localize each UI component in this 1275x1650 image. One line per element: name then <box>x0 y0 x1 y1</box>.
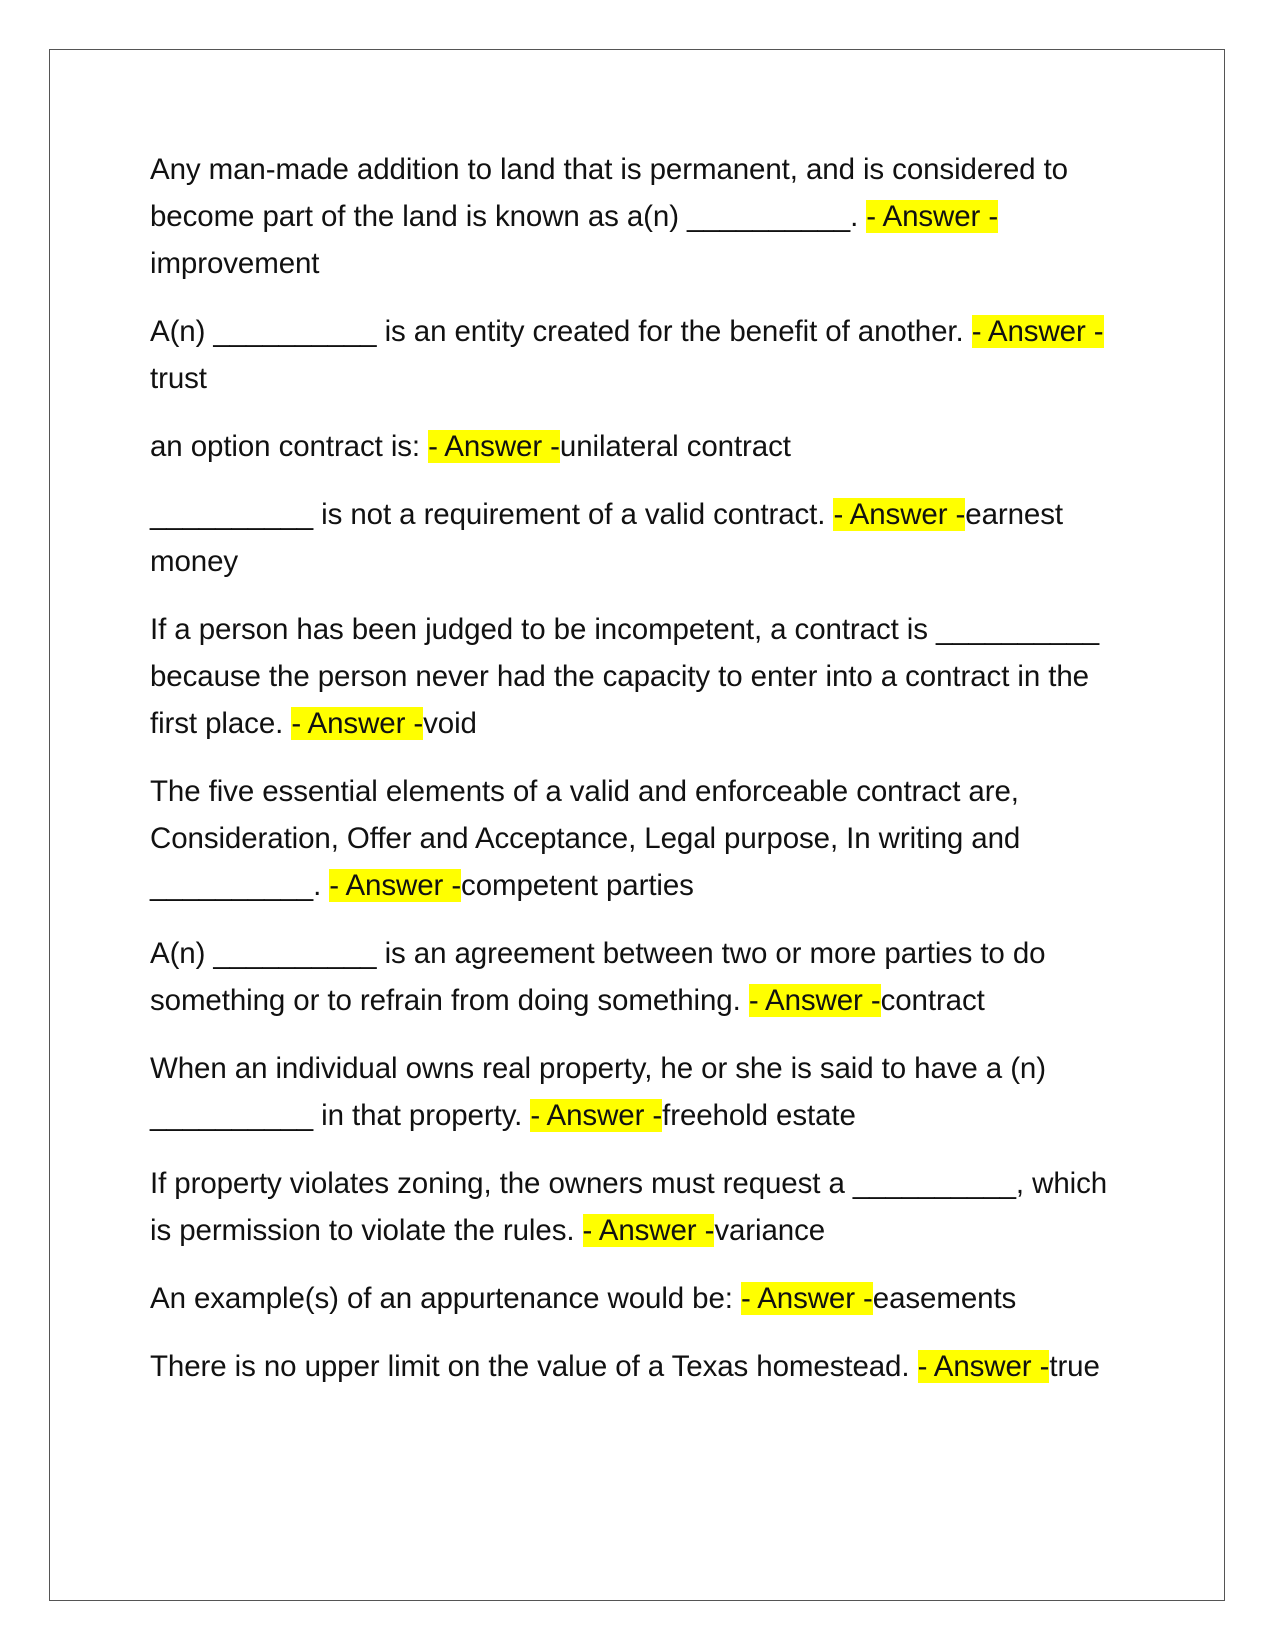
answer-text: freehold estate <box>662 1099 856 1132</box>
qa-item-3 <box>150 423 1135 470</box>
answer-text: unilateral contract <box>559 430 791 463</box>
answer-marker: - Answer - <box>866 200 999 233</box>
question-text: There is no upper limit on the value of a Texas homestead. <box>150 1350 918 1383</box>
question-text: an option contract is: <box>150 430 429 463</box>
answer-text: variance <box>714 1214 826 1247</box>
qa-item-4 <box>150 491 1135 585</box>
qa-item-1 <box>150 146 1135 287</box>
question-text: A(n) __________ is an entity created for the benefit of another. <box>150 315 972 348</box>
question-text: An example(s) of an appurtenance would be: <box>150 1282 741 1315</box>
answer-text: easements <box>872 1282 1017 1315</box>
qa-item-10 <box>150 1275 1135 1322</box>
answer-marker: - Answer - <box>741 1282 873 1315</box>
question-text: When an individual owns real property, he or she is said to have a (n) __________ in that property. <box>150 1052 1046 1132</box>
answer-text: contract <box>880 984 985 1017</box>
qa-item-2 <box>150 308 1135 402</box>
answer-marker: - Answer - <box>833 498 966 531</box>
question-text: The five essential elements of a valid and enforceable contract are, Consideration, Offer and Acceptance, Legal purpose, In writing and __________. <box>150 775 1021 902</box>
document-body <box>150 146 1135 1411</box>
answer-marker: - Answer - <box>971 315 1104 348</box>
qa-item-8 <box>150 1045 1135 1139</box>
answer-marker: - Answer - <box>917 1350 1050 1383</box>
qa-item-5 <box>150 606 1135 747</box>
question-text: Any man-made addition to land that is permanent, and is considered to become part of the land is known as a(n) __________. <box>150 153 1068 233</box>
qa-item-7 <box>150 930 1135 1024</box>
answer-text: true <box>1049 1350 1100 1383</box>
question-text: If a person has been judged to be incompetent, a contract is __________ because the person never had the capacity to enter into a contract in the first place. <box>150 613 1100 740</box>
answer-marker: - Answer - <box>530 1099 663 1132</box>
question-text: A(n) __________ is an agreement between two or more parties to do something or to refrain from doing something. <box>150 937 1046 1017</box>
answer-text: void <box>423 707 477 740</box>
qa-item-11 <box>150 1343 1135 1390</box>
qa-item-9 <box>150 1160 1135 1254</box>
answer-text: trust <box>150 362 207 395</box>
answer-text: earnest money <box>150 498 1063 578</box>
answer-text: improvement <box>150 247 320 280</box>
answer-marker: - Answer - <box>291 707 424 740</box>
answer-marker: - Answer - <box>428 430 560 463</box>
answer-marker: - Answer - <box>748 984 881 1017</box>
answer-marker: - Answer - <box>329 869 462 902</box>
question-text: If property violates zoning, the owners must request a __________, which is permission to violate the rules. <box>150 1167 1108 1247</box>
qa-item-6 <box>150 768 1135 909</box>
answer-text: competent parties <box>461 869 694 902</box>
question-text: __________ is not a requirement of a valid contract. <box>150 498 834 531</box>
answer-marker: - Answer - <box>582 1214 715 1247</box>
